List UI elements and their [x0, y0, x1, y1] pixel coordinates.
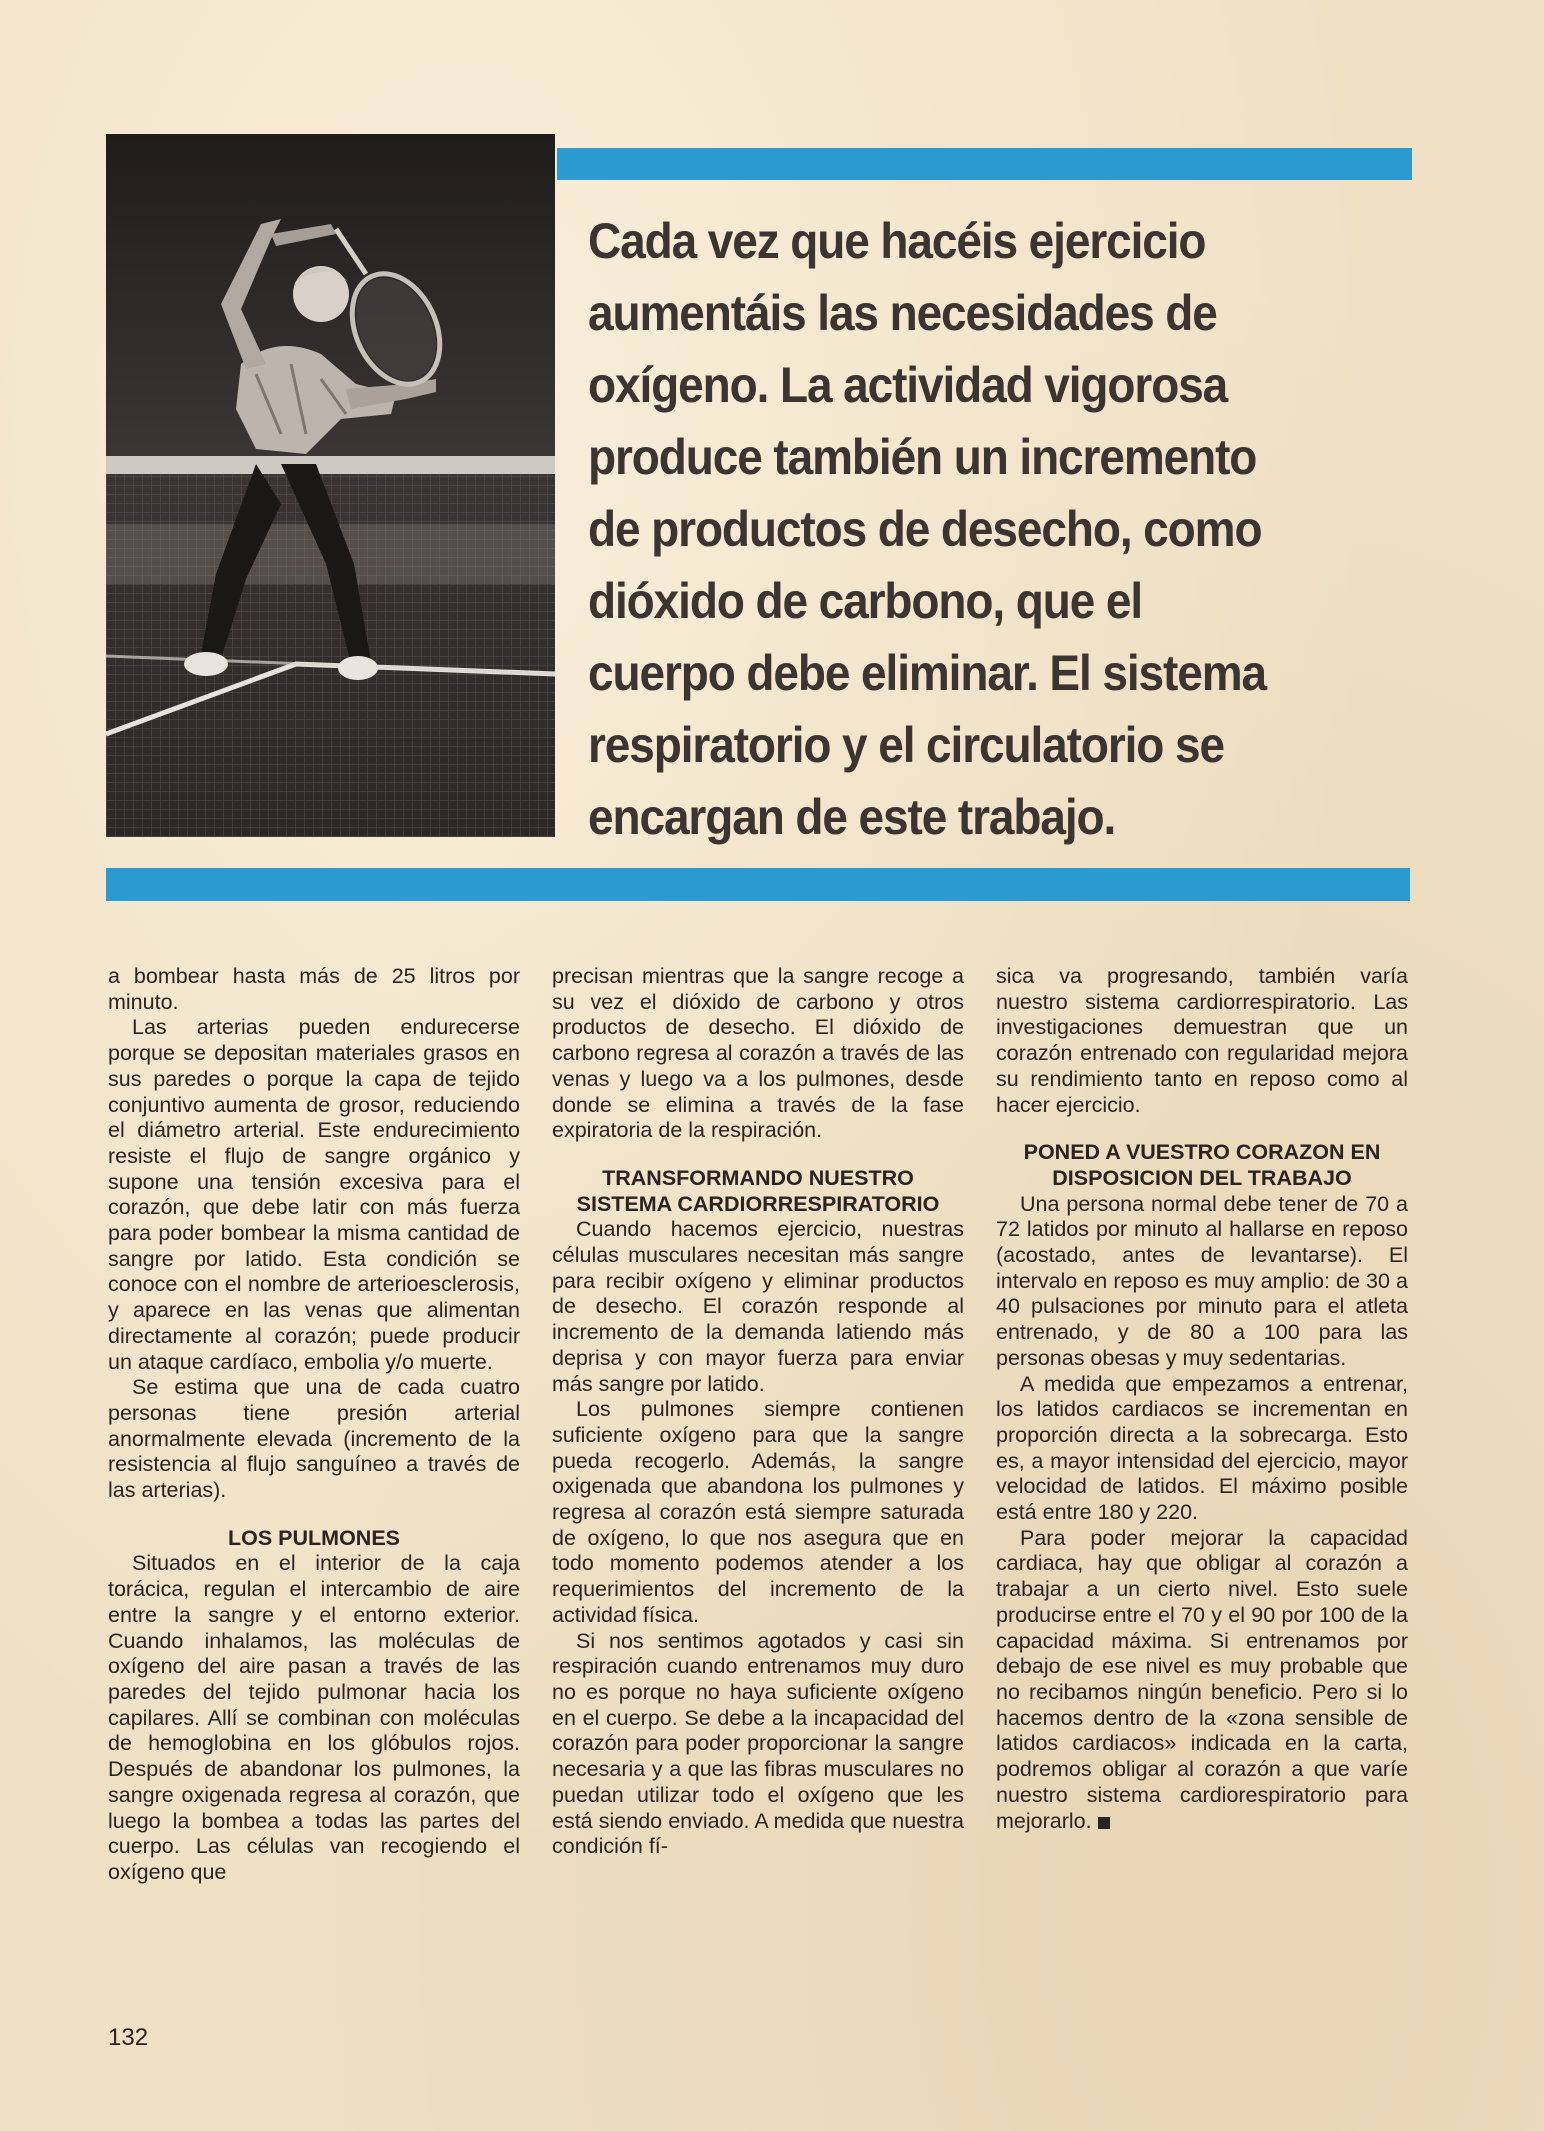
headline-line: aumentáis las necesidades de: [588, 285, 1217, 341]
section-heading-corazon: PONED A VUESTRO CORAZON EN DISPOSICION DEL TRABAJO: [1023, 1140, 1381, 1190]
section-heading-transformando: TRANSFORMANDO NUESTRO SISTEMA CARDIORRESPIRATORIO: [576, 1165, 940, 1216]
paragraph: Si nos sentimos agotados y casi sin respiración cuando entrenamos muy duro no es porque no haya suficiente oxígeno en el cuerpo. Se debe a la incapacidad del corazón para poder proporcionar la sangre necesaria y a que las fibras musculares no puedan utilizar todo el oxígeno que les está siendo enviado. A medida que nuestra condición fí-: [552, 1628, 964, 1859]
text-column-3: [996, 964, 1408, 1834]
headline: [588, 205, 1342, 853]
tennis-player-photo: [106, 134, 555, 837]
headline-line: Cada vez que hacéis ejercicio: [588, 213, 1206, 269]
paragraph: precisan mientras que la sangre recoge a su vez el dióxido de carbono y otros productos de desecho. El dióxido de carbono regresa al corazón a través de las venas y luego va a los pulmones, desde donde se elimina a través de la fase expiratoria de la respiración.: [552, 964, 964, 1143]
paragraph: sica va progresando, también varía nuestro sistema cardiorrespiratorio. Las investigaciones demuestran que un corazón entrenado con regularidad mejora su rendimiento tanto en reposo como al hacer ejercicio.: [996, 964, 1408, 1117]
headline-line: oxígeno. La actividad vigorosa: [588, 357, 1228, 413]
paragraph: Las arterias pueden endurecerse porque se depositan materiales grasos en sus paredes o porque la capa de tejido conjuntivo aumenta de grosor, reduciendo el diámetro arterial. Este endurecimiento resiste el flujo de sangre orgánico y supone una tensión excesiva para el corazón, que debe latir con más fuerza para poder bombear la misma cantidad de sangre por latido. Esta condición se conoce con el nombre de arterioesclerosis, y aparece en las venas que alimentan directamente al corazón; puede producir un ataque cardíaco, embolia y/o muerte.: [108, 1015, 520, 1374]
accent-bar-bottom: [106, 868, 1410, 901]
text-column-2: [552, 964, 964, 1860]
paragraph: Los pulmones siempre contienen suficiente oxígeno para que la sangre pueda recogerlo. Además, la sangre oxigenada que abandona los pulmones y regresa al corazón está siempre saturada de oxígeno, lo que nos asegura que en todo momento podemos atender a los requerimientos del incremento de la actividad física.: [552, 1397, 964, 1627]
paragraph-final: [996, 1526, 1408, 1834]
headline-line: de productos de desecho, como: [588, 501, 1262, 557]
accent-bar-top: [557, 148, 1412, 180]
paragraph: a bombear hasta más de 25 litros por minuto.: [108, 964, 520, 1014]
paragraph: A medida que empezamos a entrenar, los latidos cardiacos se incrementan en proporción directa a la sobrecarga. Esto es, a mayor intensidad del ejercicio, mayor velocidad de latidos. El máximo posible está entre 180 y 220.: [996, 1371, 1408, 1525]
headline-line: encargan de este trabajo.: [588, 789, 1116, 845]
section-heading-pulmones: LOS PULMONES: [227, 1525, 400, 1550]
headline-line: respiratorio y el circulatorio se: [588, 717, 1224, 773]
end-mark-icon: [1098, 1817, 1110, 1829]
paragraph: Cuando hacemos ejercicio, nuestras células musculares necesitan más sangre para recibir oxígeno y eliminar productos de desecho. El corazón responde al incremento de la demanda latiendo más deprisa y con mayor fuerza para enviar más sangre por latido.: [552, 1217, 964, 1396]
paragraph: Una persona normal debe tener de 70 a 72 latidos por minuto al hallarse en reposo (acostado, antes de levantarse). El intervalo en reposo es muy amplio: de 30 a 40 pulsaciones por minuto para el atleta entrenado, y de 80 a 100 para las personas obesas y muy sedentarias.: [996, 1191, 1408, 1370]
headline-line: dióxido de carbono, que el: [588, 573, 1143, 629]
headline-line: cuerpo debe eliminar. El sistema: [588, 645, 1266, 701]
text-column-1: [108, 964, 520, 1886]
paragraph: Se estima que una de cada cuatro personas tiene presión arterial anormalmente elevada (incremento de la resistencia al flujo sanguíneo a través de las arterias).: [108, 1375, 520, 1503]
page-number: 132: [108, 2024, 149, 2051]
photo-illustration: [106, 134, 555, 837]
paragraph: Situados en el interior de la caja torácica, regulan el intercambio de aire entre la sangre y el entorno exterior. Cuando inhalamos, las moléculas de oxígeno del aire pasan a través de las paredes del tejido pulmonar hacia los capilares. Allí se combinan con moléculas de hemoglobina en los glóbulos rojos. Después de abandonar los pulmones, la sangre oxigenada regresa al corazón, que luego la bombea a todas las partes del cuerpo. Las células van recogiendo el oxígeno que: [108, 1551, 520, 1884]
headline-line: produce también un incremento: [588, 429, 1257, 485]
paragraph-text: Para poder mejorar la capacidad cardiaca, hay que obligar al corazón a trabajar a un cierto nivel. Esto suele producirse entre el 70 y el 90 por 100 de la capacidad máxima. Si entrenamos por debajo de ese nivel es muy probable que no recibamos ningún beneficio. Pero si lo hacemos dentro de la «zona sensible de latidos cardiacos» indicada en la carta, podremos obligar al corazón a que varíe nuestro sistema cardiorespiratorio para mejorarlo.: [996, 1525, 1408, 1833]
